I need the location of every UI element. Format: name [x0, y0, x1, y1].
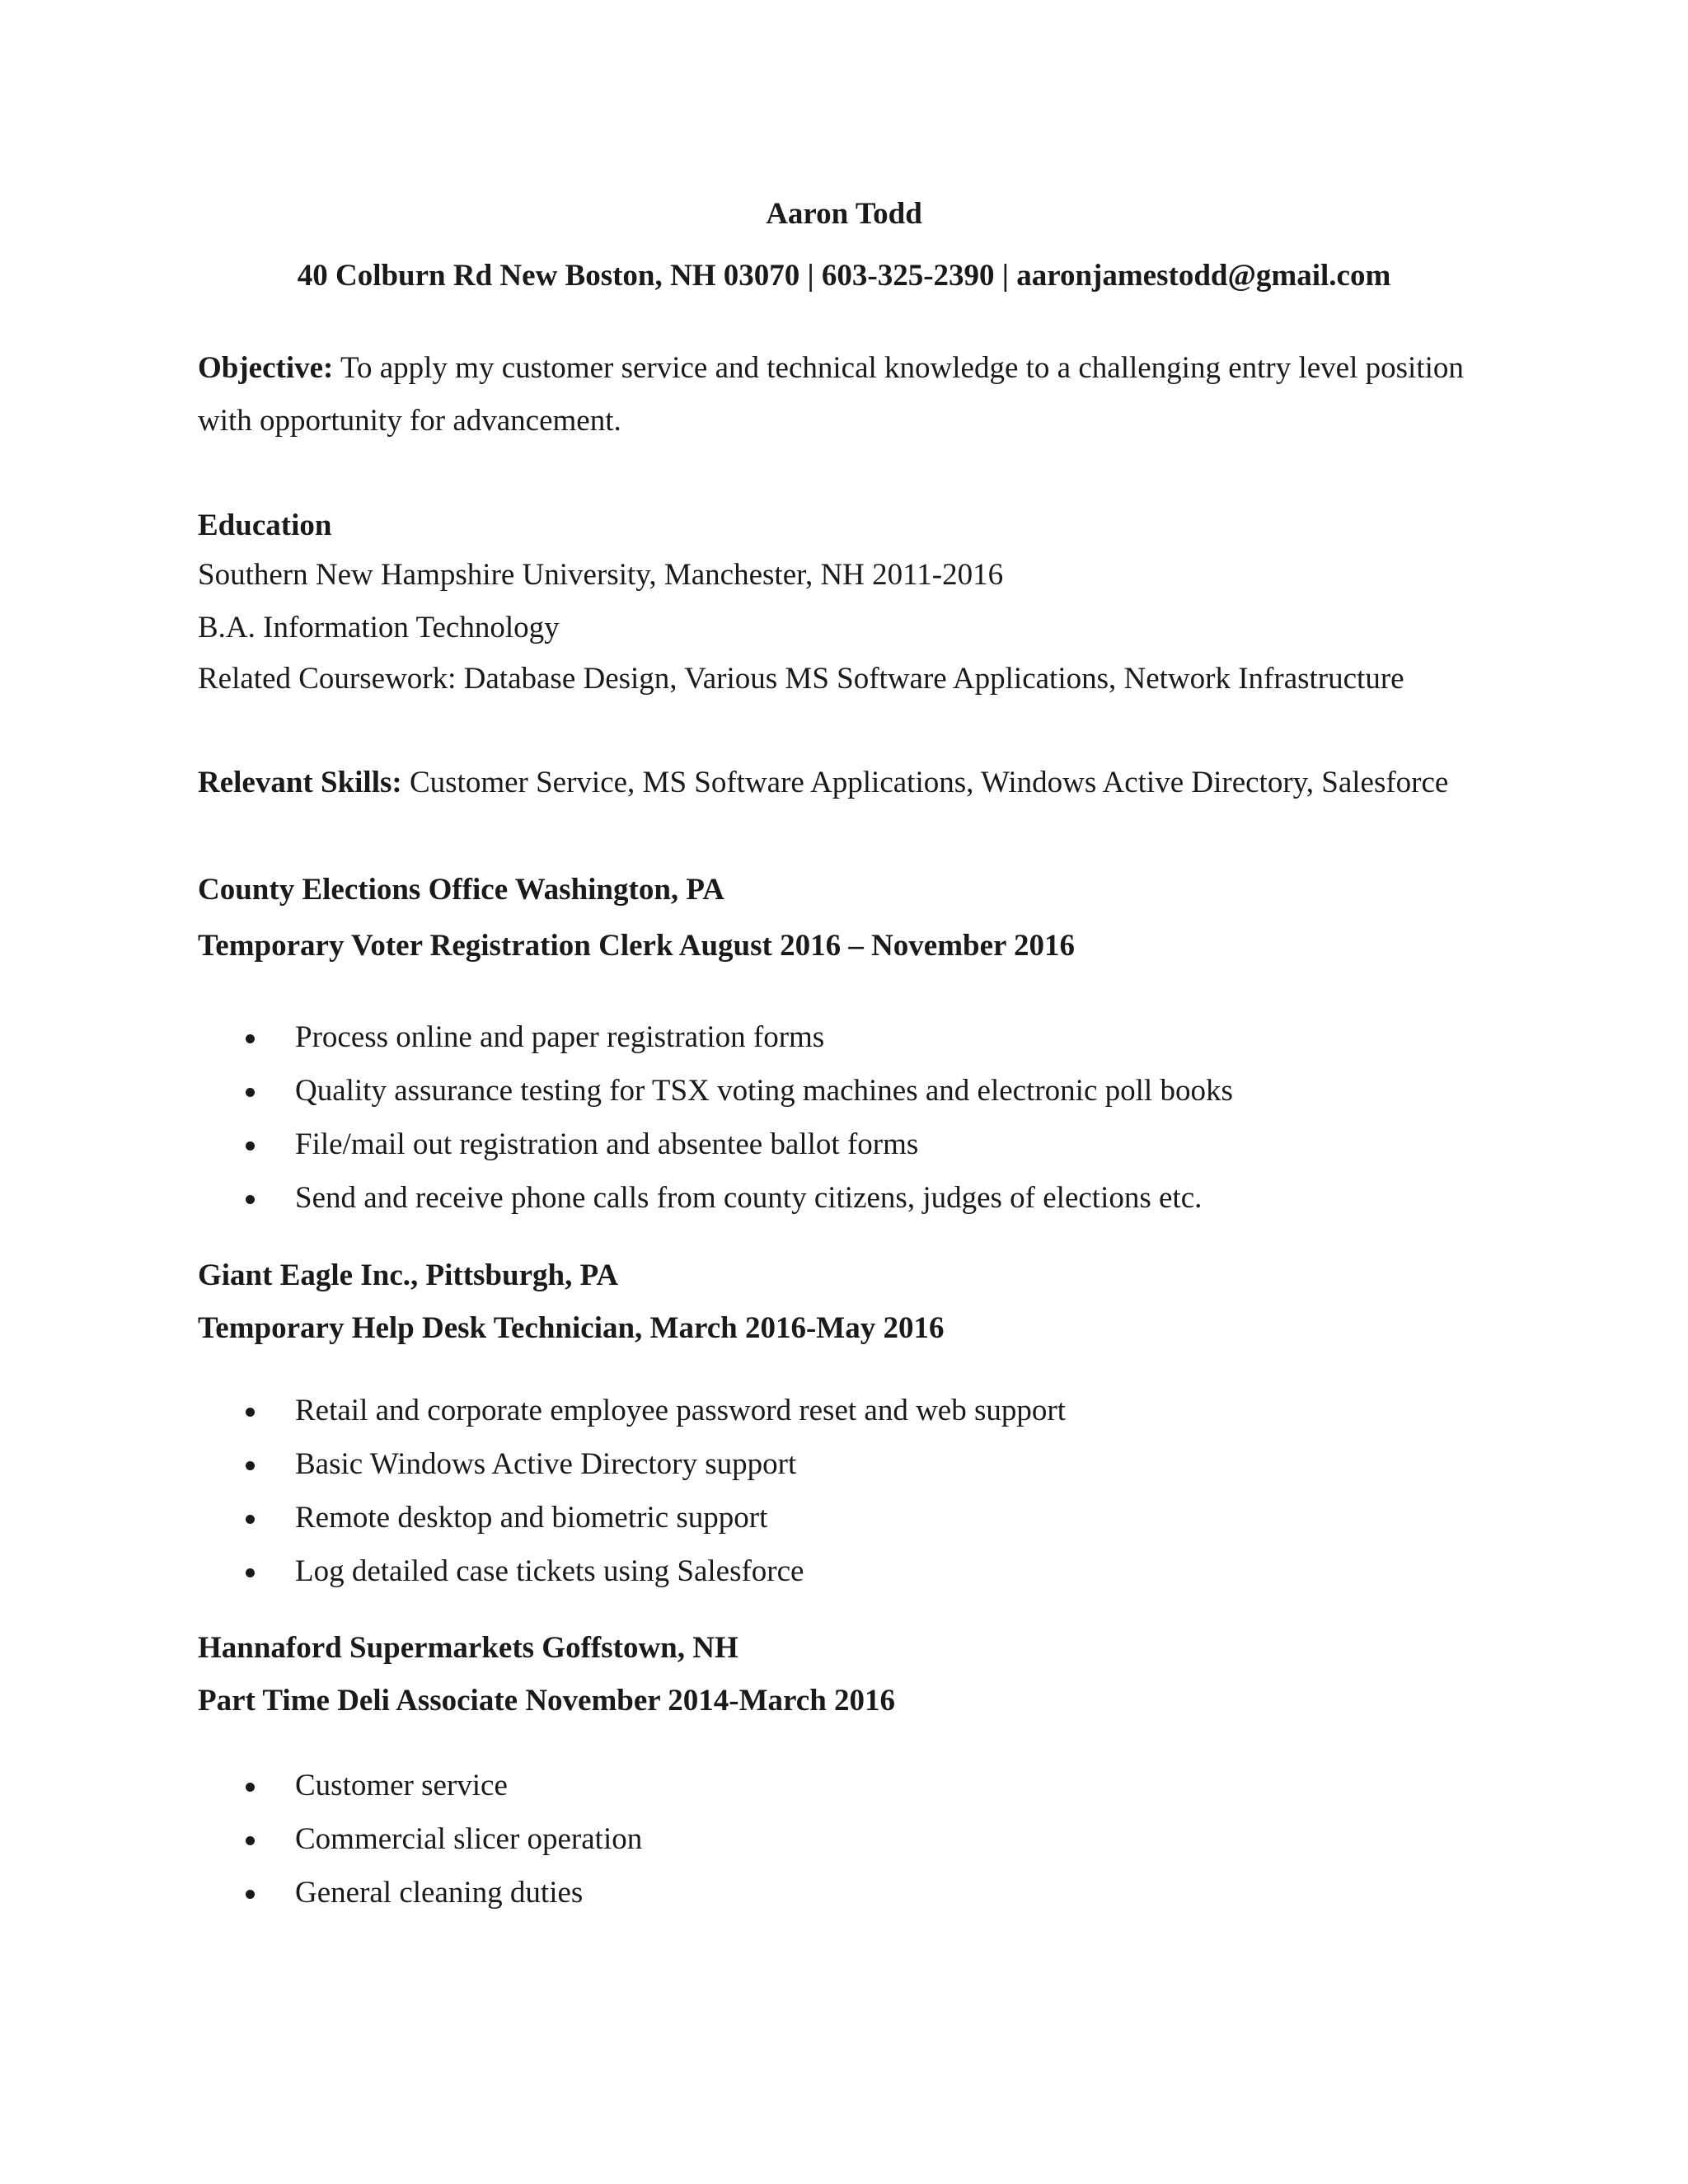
bullet-icon	[246, 1836, 255, 1845]
bullet-icon	[246, 1141, 255, 1151]
bullet-icon	[246, 1195, 255, 1204]
bullet-icon	[246, 1034, 255, 1043]
skills-label: Relevant Skills:	[198, 766, 402, 799]
objective-line-1	[198, 350, 1464, 387]
bullet-icon	[246, 1515, 255, 1524]
education-coursework: Related Coursework: Database Design, Various MS Software Applications, Network Infrastructure	[198, 662, 1404, 696]
education-heading: Education	[198, 509, 332, 542]
bullet-icon	[246, 1783, 255, 1792]
job-title: Temporary Voter Registration Clerk August 2016 – November 2016	[198, 929, 1076, 963]
job-title: Temporary Help Desk Technician, March 2016-May 2016	[198, 1311, 945, 1345]
job-employer: County Elections Office Washington, PA	[198, 873, 724, 907]
resume-name: Aaron Todd	[766, 197, 922, 231]
bullet-icon	[246, 1890, 255, 1899]
job-title: Part Time Deli Associate November 2014-March 2016	[198, 1684, 896, 1718]
objective-line-2: with opportunity for advancement.	[198, 404, 621, 438]
bullet-icon	[246, 1088, 255, 1097]
objective-text: To apply my customer service and technical knowledge to a challenging entry level position	[333, 351, 1464, 385]
bullet-icon	[246, 1568, 255, 1577]
skills-line	[198, 765, 1448, 801]
bullet-icon	[246, 1408, 255, 1417]
education-degree: B.A. Information Technology	[198, 611, 560, 644]
objective-label: Objective:	[198, 351, 334, 385]
contact-line: 40 Colburn Rd New Boston, NH 03070 | 603-325-2390 | aaronjamestodd@gmail.com	[297, 259, 1391, 293]
job-employer: Hannaford Supermarkets Goffstown, NH	[198, 1631, 738, 1665]
education-school: Southern New Hampshire University, Manchester, NH 2011-2016	[198, 558, 1004, 592]
resume-page: Aaron Todd 40 Colburn Rd New Boston, NH 03070 | 603-325-2390 | aaronjamestodd@gmail.com Objective: To apply my customer service and technical knowledge to a challenging entry level position with opportunity for advancement. Education Southern New Hampshire University, Manchester, NH 2011-2016 B.A. Information Technology Related Coursework: Database Design, Various MS Software Applications, Network Infrastructure Relevant Skills: Customer Service, MS Software Applications, Windows Active Directory, Salesforce County Elections Office Washington, PA Temporary Voter Registration Clerk August 2016 – November 2016 Process online and paper registration forms Quality assurance testing for TSX voting machines and electronic poll books File/mail out registration and absentee ballot forms Send and receive phone calls from county citizens, judges of elections etc. Giant Eagle Inc., Pittsburgh, PA Temporary Help Desk Technician, March 2016-May 2016 Retail and corporate employee password reset and web support Basic Windows Active Directory support Remote desktop and biometric support Log detailed case tickets using Salesforce Hannaford Supermarkets Goffstown, NH Part Time Deli Associate November 2014-March 2016 Customer service Commercial slicer operation General cleaning duties	[0, 0, 1688, 2184]
skills-text: Customer Service, MS Software Applications, Windows Active Directory, Salesforce	[401, 766, 1449, 799]
job-employer: Giant Eagle Inc., Pittsburgh, PA	[198, 1258, 619, 1292]
bullet-icon	[246, 1461, 255, 1470]
